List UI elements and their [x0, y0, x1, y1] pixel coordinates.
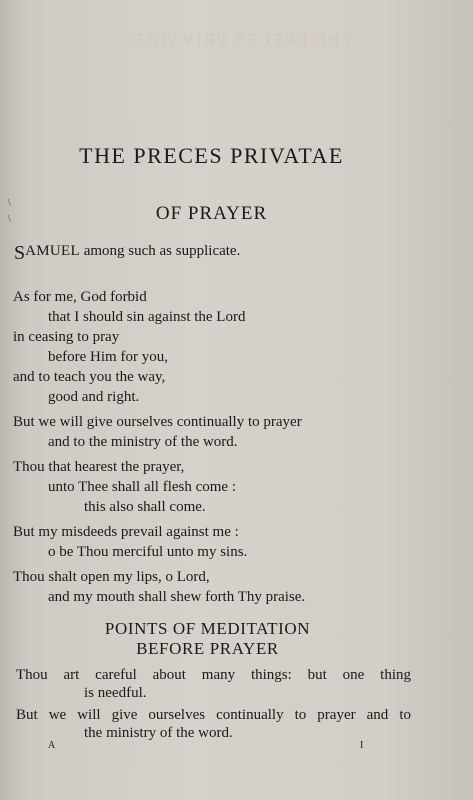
verse-line: in ceasing to pray: [13, 329, 120, 345]
drop-initial: S: [14, 242, 26, 264]
verse-line: o be Thou merciful unto my sins.: [48, 544, 248, 560]
folio-number: I: [360, 740, 364, 751]
verse-line: and to teach you the way,: [13, 369, 166, 385]
meditation-line: Thou art careful about many things: but one thing: [16, 667, 411, 683]
attribution-tail: among such as supplicate.: [79, 243, 241, 259]
verse-line: and my mouth shall shew forth Thy praise.: [48, 589, 306, 605]
meditation-heading-line: BEFORE PRAYER: [136, 639, 279, 658]
verse-block: [13, 287, 443, 607]
margin-mark: \: [8, 214, 11, 225]
meditation-continuation: the ministry of the word.: [84, 725, 233, 741]
attribution-name: AMUEL: [25, 243, 80, 259]
verse-line: Thou that hearest the prayer,: [13, 459, 185, 475]
section-title: OF PRAYER: [155, 203, 268, 224]
meditation-heading-line: POINTS OF MEDITATION: [104, 619, 311, 638]
verse-line: Thou shalt open my lips, o Lord,: [13, 569, 210, 585]
margin-mark: \: [8, 198, 11, 209]
verse-line: But we will give ourselves continually to prayer: [13, 414, 302, 430]
meditation-heading: [0, 619, 415, 659]
attribution-line: [14, 242, 240, 265]
meditation-continuation: is needful.: [84, 685, 147, 701]
meditation-block: [16, 666, 411, 742]
verse-line: unto Thee shall all flesh come :: [48, 479, 237, 495]
meditation-line: But we will give ourselves continually to prayer and to: [16, 707, 411, 723]
verse-line: As for me, God forbid: [13, 289, 147, 305]
verse-line: good and right.: [48, 389, 140, 405]
verse-line: and to the ministry of the word.: [48, 434, 238, 450]
signature-mark: A: [48, 740, 56, 751]
page-title: THE PRECES PRIVATAE: [79, 143, 344, 168]
verse-line: But my misdeeds prevail against me :: [13, 524, 239, 540]
verse-line: before Him for you,: [48, 349, 168, 365]
verse-line: that I should sin against the Lord: [48, 309, 246, 325]
show-through-text: THE PRECES PRIVATAE: [131, 30, 353, 49]
verse-line: this also shall come.: [84, 499, 206, 515]
